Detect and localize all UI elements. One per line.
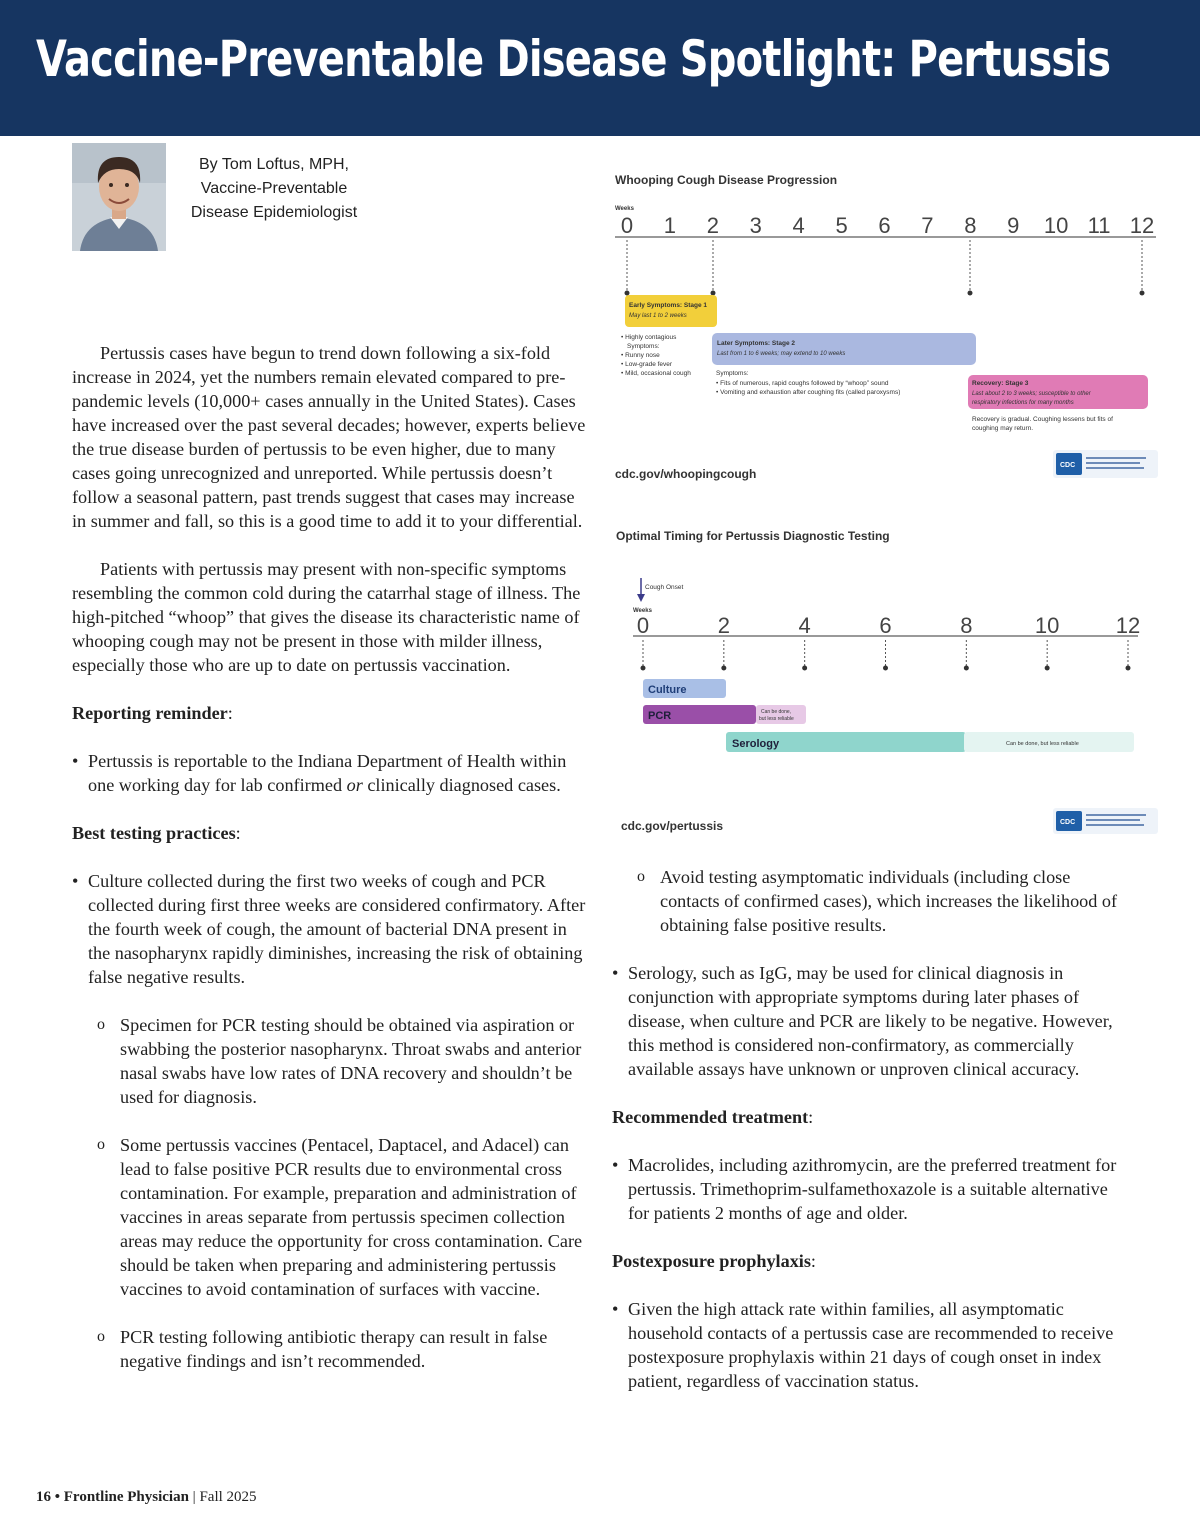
vaccine-contamination-subbullet: o Some pertussis vaccines (Pentacel, Daptacel, and Adacel) can lead to false positive PCR results due to environmental cross contamination. For example, preparation and administration of vaccines in areas separate from pertussis specimen collection areas may reduce the opportunity for cross contamination. Care should be taken when preparing and administering pertussis vaccines to avoid contamination of surfaces with vaccine.	[72, 1133, 592, 1301]
stage3-sub1: Last about 2 to 3 weeks; susceptible to other	[972, 391, 1091, 397]
testing-heading: Best testing practices:	[72, 823, 241, 843]
figure1-week-tick-6: 6	[878, 213, 891, 238]
figure2-url: cdc.gov/pertussis	[621, 819, 724, 833]
figure1-guide-dot-week2	[711, 291, 716, 296]
reporting-bullet: • Pertussis is reportable to the Indiana Department of Health within one working day for lab confirmed or clinically diagnosed cases.	[72, 749, 592, 797]
treatment-bullet: • Macrolides, including azithromycin, are the preferred treatment for pertussis. Trimethoprim-sulfamethoxazole is a suitable alternative for patients 2 months of age and older.	[612, 1153, 1132, 1225]
serology-note: Can be done, but less reliable	[1006, 741, 1079, 747]
figure2-week-tick-0: 0	[636, 613, 650, 638]
author-title-line2: Disease Epidemiologist	[190, 204, 358, 221]
intro-paragraph: Pertussis cases have begun to trend down following a six-fold increase in 2024, yet the numbers remain elevated compared to pre-pandemic levels (10,000+ cases annually in the United States). Cases have increased over the past several decades; however, experts believe the true disease burden of pertussis to be even higher, due to many cases going unrecognized and unreported. While pertussis doesn’t follow a seasonal pattern, past trends suggest that cases may increase in summer and fall, so this is a good time to add it to your differential.	[72, 343, 586, 531]
figure1-guide-dot-week8	[968, 291, 973, 296]
figure2-weeks-label: Weeks	[633, 608, 652, 614]
figure1-week-tick-11: 11	[1087, 213, 1111, 238]
serology-label: Serology	[732, 738, 780, 750]
figure1-guide-dot-week12	[1140, 291, 1145, 296]
stage2-item-2: • Vomiting and exhaustion after coughing fits (called paroxysms)	[716, 389, 901, 396]
figure1-guide-dot-week0	[625, 291, 630, 296]
diagnostic-testing-figure	[608, 520, 1168, 850]
author-byline	[174, 153, 374, 225]
pcr-label: PCR	[648, 710, 672, 722]
figure1-week-tick-2: 2	[706, 213, 719, 238]
figure2-week-tick-10: 10	[1034, 613, 1060, 638]
stage2-box	[712, 333, 976, 365]
right-column	[612, 865, 1132, 1393]
stage1-title: Early Symptoms: Stage 1	[629, 302, 708, 309]
footer-separator: |	[192, 1489, 196, 1505]
pep-bullet: • Given the high attack rate within families, all asymptomatic household contacts of a pertussis case are recommended to receive postexposure prophylaxis within 21 days of cough onset in index patient, regardless of vaccination status.	[612, 1297, 1132, 1393]
publication-name: Frontline Physician	[63, 1489, 189, 1505]
figure2-week-tick-12: 12	[1115, 613, 1141, 638]
figure1-title: Whooping Cough Disease Progression	[615, 173, 838, 187]
pcr-note-2: but less reliable	[759, 716, 794, 722]
page-footer	[36, 1489, 257, 1506]
stage3-note2: coughing may return.	[972, 425, 1034, 432]
figure2-guide-dot-week0	[641, 666, 646, 671]
stage2-sub: Last from 1 to 6 weeks; may extend to 10 weeks	[717, 351, 846, 357]
disease-progression-figure	[608, 160, 1168, 500]
stage1-item-2: Symptoms:	[627, 343, 660, 350]
author-portrait-image	[72, 143, 166, 251]
figure2-guide-dot-week6	[883, 666, 888, 671]
page-number: 16	[36, 1489, 51, 1505]
figure2-guide-dot-week2	[721, 666, 726, 671]
figure1-week-tick-4: 4	[792, 213, 805, 238]
figure1-weeks-label: Weeks	[615, 206, 634, 212]
stage1-box	[625, 295, 717, 327]
stage1-item-5: • Mild, occasional cough	[621, 370, 691, 377]
figure2-week-tick-4: 4	[798, 613, 811, 638]
stage1-item-1: • Highly contagious	[621, 334, 677, 341]
figure2-guide-dot-week4	[802, 666, 807, 671]
reporting-heading: Reporting reminder:	[72, 703, 233, 723]
author-title-line1: Vaccine-Preventable	[200, 180, 348, 197]
figure1-week-tick-9: 9	[1007, 213, 1020, 238]
figure1-week-tick-0: 0	[620, 213, 634, 238]
footer-bullet: •	[54, 1489, 61, 1505]
pcr-specimen-subbullet: o Specimen for PCR testing should be obtained via aspiration or swabbing the posterior nasopharynx. Throat swabs and anterior nasal swabs have low rates of DNA recovery and shouldn’t be used for diagnosis.	[72, 1013, 592, 1109]
svg-text:CDC: CDC	[1060, 819, 1076, 826]
author-photo	[72, 143, 166, 251]
culture-label: Culture	[648, 684, 687, 696]
left-column	[72, 341, 592, 1373]
onset-label: Cough Onset	[645, 584, 684, 591]
svg-text:CDC: CDC	[1060, 462, 1076, 469]
author-name: By Tom Loftus, MPH,	[199, 156, 349, 173]
diagnostic-testing-chart	[608, 520, 1168, 850]
stage1-sub: May last 1 to 2 weeks	[629, 313, 687, 319]
figure1-week-tick-10: 10	[1043, 213, 1069, 238]
page-title: Vaccine-Preventable Disease Spotlight: Pertussis	[36, 30, 1111, 88]
figure2-week-tick-2: 2	[717, 613, 730, 638]
stage3-sub2: respiratory infections for many months	[972, 400, 1074, 406]
figure1-week-tick-3: 3	[749, 213, 762, 238]
header-banner	[0, 0, 1200, 136]
figure1-week-tick-8: 8	[964, 213, 977, 238]
asymptomatic-testing-subbullet: o Avoid testing asymptomatic individuals (including close contacts of confirmed cases), which increases the likelihood of obtaining false positive results.	[612, 865, 1132, 937]
symptoms-paragraph: Patients with pertussis may present with non-specific symptoms resembling the common cold during the catarrhal stage of illness. The high-pitched “whoop” that gives the disease its characteristic name of whooping cough may not be present in those with milder illness, especially those who are up to date on pertussis vaccination.	[72, 559, 581, 675]
figure1-week-tick-5: 5	[835, 213, 848, 238]
stage1-item-3: • Runny nose	[621, 352, 660, 359]
stage2-item-1: • Fits of numerous, rapid coughs followed by “whoop” sound	[716, 380, 889, 387]
figure2-guide-dot-week10	[1045, 666, 1050, 671]
stage3-title: Recovery: Stage 3	[972, 380, 1029, 387]
treatment-heading: Recommended treatment:	[612, 1107, 814, 1127]
figure1-week-tick-1: 1	[663, 213, 677, 238]
serology-bullet: • Serology, such as IgG, may be used for clinical diagnosis in conjunction with appropriate symptoms during later phases of disease, when culture and PCR are likely to be negative. However, this method is considered non-confirmatory, as commercially available assays have unknown or unproven clinical accuracy.	[612, 961, 1132, 1081]
stage2-symptoms-label: Symptoms:	[716, 370, 749, 377]
stage3-note1: Recovery is gradual. Coughing lessens but fits of	[972, 416, 1113, 423]
figure1-week-tick-7: 7	[921, 213, 934, 238]
issue-label: Fall 2025	[199, 1489, 257, 1505]
figure2-guide-dot-week8	[964, 666, 969, 671]
figure1-week-tick-12: 12	[1129, 213, 1155, 238]
figure2-guide-dot-week12	[1126, 666, 1131, 671]
figure2-title: Optimal Timing for Pertussis Diagnostic Testing	[616, 529, 890, 543]
testing-bullet: • Culture collected during the first two weeks of cough and PCR collected during first three weeks are considered confirmatory. After the fourth week of cough, the amount of bacterial DNA present in the nasopharynx rapidly diminishes, increasing the risk of obtaining false negative results.	[72, 869, 592, 989]
stage1-item-4: • Low-grade fever	[621, 361, 673, 368]
pcr-note-1: Can be done,	[761, 709, 792, 715]
stage2-title: Later Symptoms: Stage 2	[717, 340, 796, 347]
antibiotic-pcr-subbullet: o PCR testing following antibiotic therapy can result in false negative findings and isn’t recommended.	[72, 1325, 592, 1373]
figure2-week-tick-6: 6	[879, 613, 892, 638]
figure2-week-tick-8: 8	[960, 613, 973, 638]
disease-progression-chart	[608, 160, 1168, 500]
pep-heading: Postexposure prophylaxis:	[612, 1251, 816, 1271]
figure1-url: cdc.gov/whoopingcough	[615, 467, 757, 481]
